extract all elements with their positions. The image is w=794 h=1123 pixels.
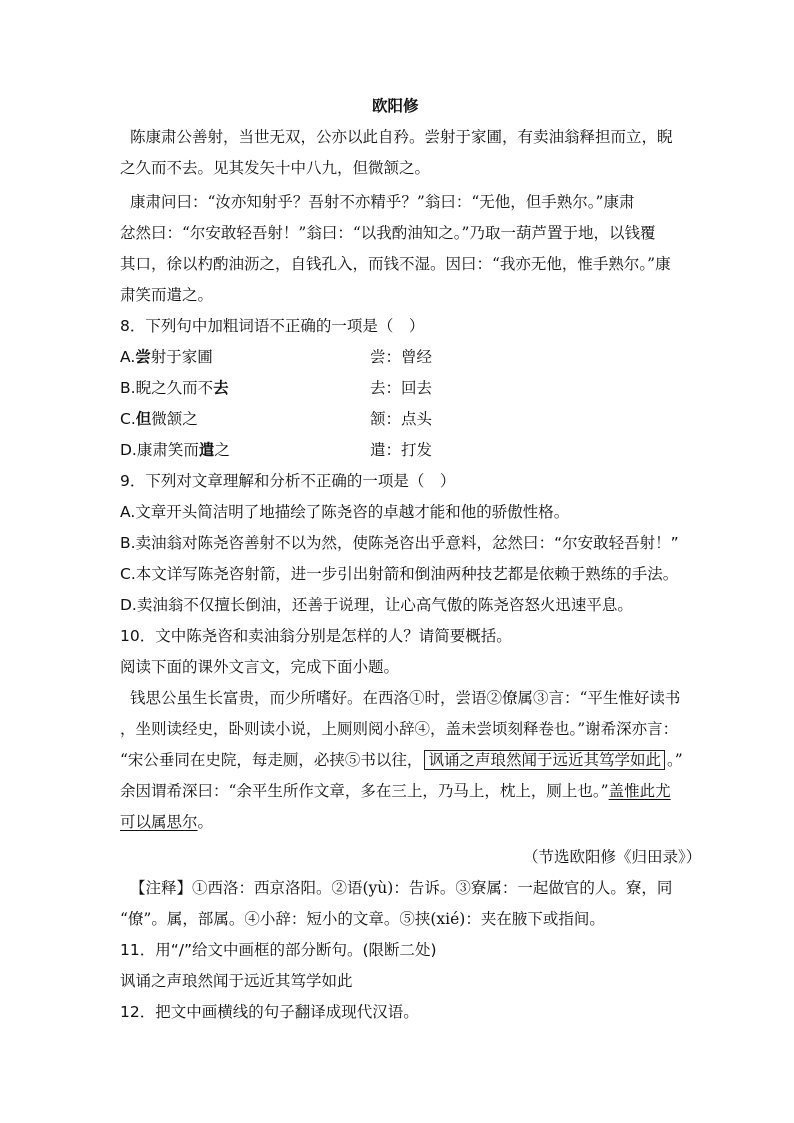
passage1-line: 忿然曰：“尔安敢轻吾射！”翁曰：“以我酌油知之。”乃取一葫芦置于地，以钱覆: [120, 224, 656, 242]
question-10: 10．文中陈尧咨和卖油翁分别是怎样的人？请简要概括。: [120, 627, 512, 645]
q8-option-a-answer: 尝：曾经: [370, 348, 433, 366]
question-12: 12．把文中画横线的句子翻译成现代汉语。: [120, 1003, 419, 1021]
passage2-line: 钱思公虽生长富贵，而少所嗜好。在西洛①时，尝语②僚属③言：“平生惟好读书: [130, 689, 681, 707]
q8-option-b: B.睨之久而不去: [120, 379, 229, 397]
q8-option-a: A.尝射于家圃: [120, 348, 213, 366]
question-9-stem: 9．下列对文章理解和分析不正确的一项是（ ）: [120, 472, 456, 490]
passage2-line-with-box: “宋公垂同在史院，每走厕，必挟⑤书以往， 讽诵之声琅然闻于远近其笃学如此 。”: [120, 751, 683, 769]
underlined-sentence-part2: 可以属思尔: [120, 813, 198, 831]
question-11-text: 讽诵之声琅然闻于远近其笃学如此: [120, 972, 353, 990]
q9-option-c: C.本文详写陈尧咨射箭，进一步引出射箭和倒油两种技艺都是依赖于熟练的手法。: [120, 565, 679, 583]
passage1-line: 康肃问曰：“汝亦知射乎？吾射不亦精乎？”翁曰：“无他，但手熟尔。”康肃: [130, 193, 635, 211]
question-8-stem: 8．下列句中加粗词语不正确的一项是（ ）: [120, 317, 425, 335]
passage1-line: 其口，徐以杓酌油沥之，自钱孔入，而钱不湿。因曰：“我亦无他，惟手熟尔。”康: [120, 255, 671, 273]
passage1-line: 之久而不去。见其发矢十中八九，但微颔之。: [120, 159, 431, 177]
q8-option-c-answer: 颔：点头: [370, 410, 433, 428]
notes-line: “僚”。属，部属。④小辞：短小的文章。⑤挟(xié)：夹在腋下或指间。: [120, 910, 605, 928]
reading-instruction: 阅读下面的课外文言文，完成下面小题。: [120, 658, 400, 676]
q9-option-a: A.文章开头简洁明了地描绘了陈尧咨的卓越才能和他的骄傲性格。: [120, 503, 570, 521]
q8-option-b-answer: 去：回去: [370, 379, 433, 397]
question-11-stem: 11．用“/”给文中画框的部分断句。(限断二处): [120, 941, 437, 959]
q9-option-b: B.卖油翁对陈尧咨善射不以为然，使陈尧咨出乎意料，忿然曰：“尔安敢轻吾射！”: [120, 534, 679, 552]
q8-option-d: D.康肃笑而遣之: [120, 441, 230, 459]
q8-option-d-answer: 遣：打发: [370, 441, 433, 459]
boxed-sentence: 讽诵之声琅然闻于远近其笃学如此: [424, 750, 665, 770]
passage2-line-underlined: 余因谓希深曰：“余平生所作文章，多在三上，乃马上，枕上，厕上也。”盖惟此尤: [120, 782, 671, 800]
passage1-line: 陈康肃公善射，当世无双，公亦以此自矜。尝射于家圃，有卖油翁释担而立，睨: [130, 128, 673, 146]
passage1-line: 肃笑而遣之。: [120, 286, 214, 304]
notes-line: 【注释】①西洛：西京洛阳。②语(yù)：告诉。③寮属：一起做官的人。寮，同: [130, 879, 673, 897]
passage2-line-underlined: 可以属思尔。: [120, 813, 214, 831]
q9-option-d: D.卖油翁不仅擅长倒油，还善于说理，让心高气傲的陈尧咨怒火迅速平息。: [120, 596, 633, 614]
underlined-sentence-part1: 盖惟此尤: [608, 782, 671, 800]
q8-option-c: C.但微颔之: [120, 410, 198, 428]
passage2-line: ，坐则读经史，卧则读小说，上厕则阅小辞④，盖未尝顷刻释卷也。”谢希深亦言：: [120, 720, 679, 738]
passage-title: 欧阳修: [372, 96, 419, 115]
source-citation: （节选欧阳修《归田录》）: [523, 848, 702, 866]
